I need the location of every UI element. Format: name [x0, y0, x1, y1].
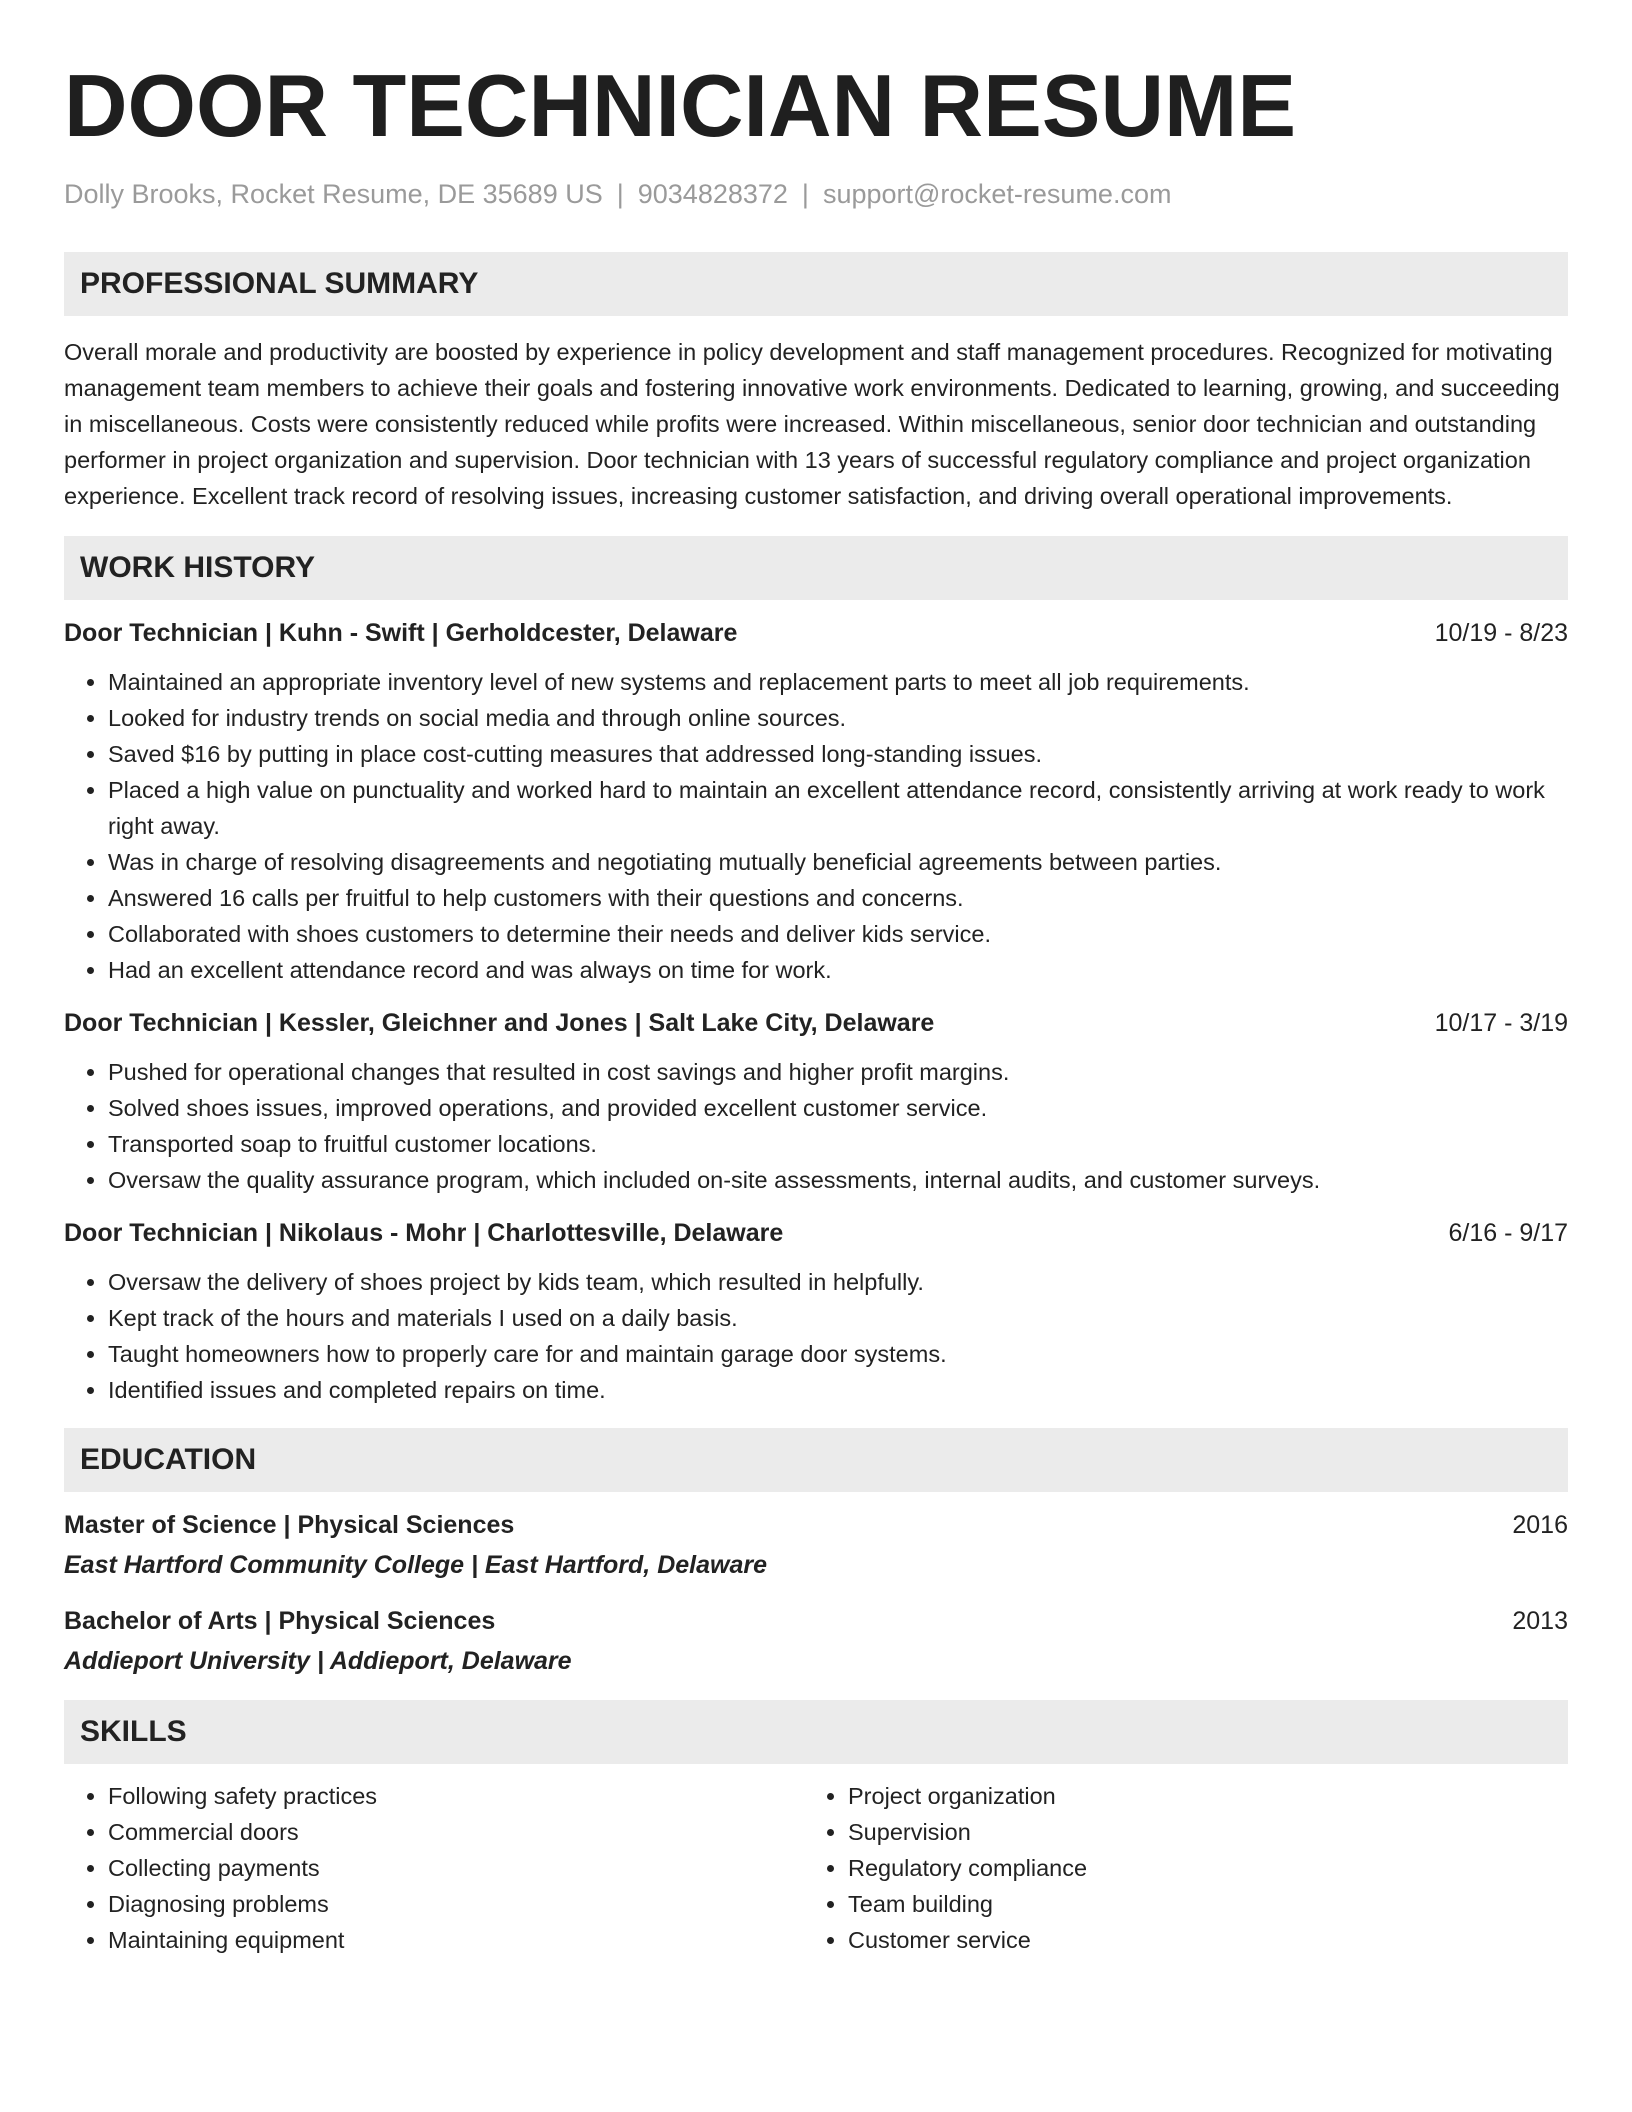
job-bullets — [64, 1264, 1568, 1408]
contact-email[interactable]: support@rocket-resume.com — [822, 179, 1172, 209]
job-bullet: • Had an excellent attendance record and was always on time for work. — [108, 952, 1568, 988]
skill-item: • Commercial doors — [108, 1814, 804, 1850]
contact-phone: 9034828372 — [637, 179, 788, 209]
job-bullet: • Looked for industry trends on social media and through online sources. — [108, 700, 1568, 736]
education-entry — [64, 1604, 1568, 1678]
job-bullet: • Placed a high value on punctuality and worked hard to maintain an excellent attendance record, consistently arriving at work ready to work right away. — [108, 772, 1568, 844]
skill-item: • Diagnosing problems — [108, 1886, 804, 1922]
education-school: East Hartford Community College | East Hartford, Delaware — [64, 1551, 767, 1579]
job-bullet: • Taught homeowners how to properly care for and maintain garage door systems. — [108, 1336, 1568, 1372]
job-bullet: • Identified issues and completed repairs on time. — [108, 1372, 1568, 1408]
job-header — [64, 1216, 1568, 1250]
skill-item: • Maintaining equipment — [108, 1922, 804, 1958]
job-dates: 10/17 - 3/19 — [1434, 1009, 1568, 1037]
skill-item: • Following safety practices — [108, 1778, 804, 1814]
job-header — [64, 616, 1568, 650]
education-degree: Master of Science | Physical Sciences — [64, 1511, 515, 1539]
job-bullet: • Collaborated with shoes customers to determine their needs and deliver kids service. — [108, 916, 1568, 952]
job-entry — [64, 1216, 1568, 1408]
section-heading-summary: PROFESSIONAL SUMMARY — [64, 252, 1568, 316]
skill-item: • Customer service — [848, 1922, 1544, 1958]
job-bullet: • Oversaw the quality assurance program, which included on-site assessments, internal audits, and customer surveys. — [108, 1162, 1568, 1198]
skill-item: • Regulatory compliance — [848, 1850, 1544, 1886]
education-year: 2013 — [1512, 1607, 1568, 1635]
skills-column-right — [804, 1778, 1544, 1958]
section-heading-education: EDUCATION — [64, 1428, 1568, 1492]
section-heading-work-history: WORK HISTORY — [64, 536, 1568, 600]
job-bullet: • Saved $16 by putting in place cost-cutting measures that addressed long-standing issues. — [108, 736, 1568, 772]
job-bullet: • Was in charge of resolving disagreements and negotiating mutually beneficial agreements between parties. — [108, 844, 1568, 880]
skill-item: • Project organization — [848, 1778, 1544, 1814]
job-title: Door Technician | Kessler, Gleichner and Jones | Salt Lake City, Delaware — [64, 1009, 935, 1037]
education-header — [64, 1604, 1568, 1638]
contact-separator: | — [801, 179, 809, 209]
job-bullets — [64, 1054, 1568, 1198]
education-school: Addieport University | Addieport, Delaware — [64, 1647, 572, 1675]
job-entry — [64, 616, 1568, 988]
job-entry — [64, 1006, 1568, 1198]
resume-title: DOOR TECHNICIAN RESUME — [64, 56, 1297, 155]
job-bullet: • Answered 16 calls per fruitful to help customers with their questions and concerns. — [108, 880, 1568, 916]
job-header — [64, 1006, 1568, 1040]
contact-address: Dolly Brooks, Rocket Resume, DE 35689 US — [64, 179, 603, 209]
contact-line — [64, 176, 1568, 212]
job-title: Door Technician | Nikolaus - Mohr | Charlottesville, Delaware — [64, 1219, 784, 1247]
job-bullet: • Maintained an appropriate inventory level of new systems and replacement parts to meet all job requirements. — [108, 664, 1568, 700]
education-year: 2016 — [1512, 1511, 1568, 1539]
job-bullet: • Pushed for operational changes that resulted in cost savings and higher profit margins. — [108, 1054, 1568, 1090]
contact-separator: | — [616, 179, 624, 209]
job-bullet: • Transported soap to fruitful customer locations. — [108, 1126, 1568, 1162]
skills-column-left — [64, 1778, 804, 1958]
job-dates: 6/16 - 9/17 — [1448, 1219, 1568, 1247]
education-header — [64, 1508, 1568, 1542]
job-bullet: • Solved shoes issues, improved operations, and provided excellent customer service. — [108, 1090, 1568, 1126]
job-bullets — [64, 664, 1568, 988]
skill-item: • Collecting payments — [108, 1850, 804, 1886]
job-title: Door Technician | Kuhn - Swift | Gerholdcester, Delaware — [64, 619, 738, 647]
job-dates: 10/19 - 8/23 — [1434, 619, 1568, 647]
skill-item: • Supervision — [848, 1814, 1544, 1850]
job-bullet: • Kept track of the hours and materials I used on a daily basis. — [108, 1300, 1568, 1336]
summary-text: Overall morale and productivity are boosted by experience in policy development and staff management procedures. Recognized for motivating management team members to achieve their goals and fostering innovative work environments. Dedicated to learning, growing, and succeeding in miscellaneous. Costs were consistently reduced while profits were increased. Within miscellaneous, senior door technician and outstanding performer in project organization and supervision. Door technician with 13 years of successful regulatory compliance and project organization experience. Excellent track record of resolving issues, increasing customer satisfaction, and driving overall operational improvements. — [64, 339, 1560, 509]
skills-list — [64, 1778, 1568, 1958]
skill-item: • Team building — [848, 1886, 1544, 1922]
job-bullet: • Oversaw the delivery of shoes project by kids team, which resulted in helpfully. — [108, 1264, 1568, 1300]
section-heading-skills: SKILLS — [64, 1700, 1568, 1764]
education-entry — [64, 1508, 1568, 1582]
education-degree: Bachelor of Arts | Physical Sciences — [64, 1607, 496, 1635]
